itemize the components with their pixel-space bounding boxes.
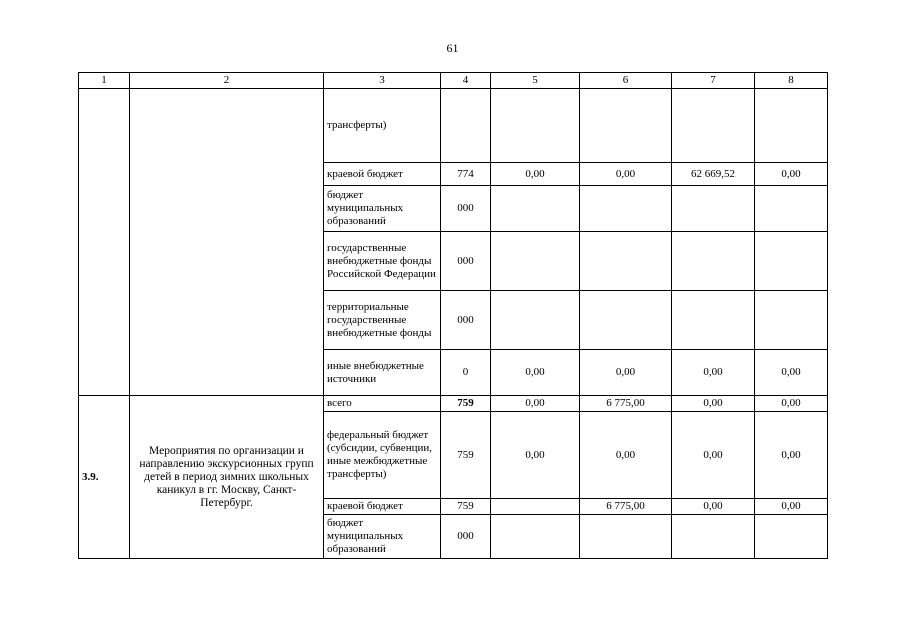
column-header: 2 <box>130 73 324 89</box>
value-col5 <box>491 515 580 559</box>
value-col6 <box>580 89 672 163</box>
value-col5 <box>491 499 580 515</box>
value-col7 <box>672 186 755 232</box>
budget-code: 000 <box>441 232 491 291</box>
funding-source: краевой бюджет <box>324 499 441 515</box>
column-header: 7 <box>672 73 755 89</box>
value-col8 <box>755 291 828 350</box>
column-header: 1 <box>79 73 130 89</box>
budget-code: 759 <box>441 412 491 499</box>
funding-source: бюджет муниципальных образований <box>324 186 441 232</box>
budget-code: 759 <box>441 396 491 412</box>
value-col6: 6 775,00 <box>580 396 672 412</box>
prev-section-number-cell <box>79 89 130 396</box>
funding-source: иные внебюджетные источники <box>324 350 441 396</box>
value-col7: 0,00 <box>672 499 755 515</box>
value-col5: 0,00 <box>491 412 580 499</box>
column-header: 3 <box>324 73 441 89</box>
funding-source: бюджет муниципальных образований <box>324 515 441 559</box>
budget-code: 0 <box>441 350 491 396</box>
column-header: 8 <box>755 73 828 89</box>
prev-section-title-cell <box>130 89 324 396</box>
funding-source: трансферты) <box>324 89 441 163</box>
column-header: 6 <box>580 73 672 89</box>
value-col8 <box>755 186 828 232</box>
budget-code <box>441 89 491 163</box>
value-col8: 0,00 <box>755 350 828 396</box>
budget-code: 774 <box>441 163 491 186</box>
value-col7 <box>672 89 755 163</box>
section-number: 3.9. <box>79 396 130 559</box>
value-col5 <box>491 291 580 350</box>
column-header: 4 <box>441 73 491 89</box>
value-col5: 0,00 <box>491 396 580 412</box>
value-col7: 62 669,52 <box>672 163 755 186</box>
budget-code: 000 <box>441 291 491 350</box>
table-row <box>79 89 828 163</box>
funding-source: федеральный бюджет (субсидии, субвенции, иные межбюджетные трансферты) <box>324 412 441 499</box>
page-number: 61 <box>446 41 459 55</box>
value-col5: 0,00 <box>491 350 580 396</box>
value-col7 <box>672 291 755 350</box>
value-col8: 0,00 <box>755 396 828 412</box>
value-col6: 0,00 <box>580 412 672 499</box>
value-col7: 0,00 <box>672 412 755 499</box>
funding-source: государственные внебюджетные фонды Российской Федерации <box>324 232 441 291</box>
budget-code: 000 <box>441 186 491 232</box>
value-col7: 0,00 <box>672 396 755 412</box>
funding-source: всего <box>324 396 441 412</box>
value-col5 <box>491 186 580 232</box>
value-col6: 6 775,00 <box>580 499 672 515</box>
value-col8: 0,00 <box>755 163 828 186</box>
value-col6 <box>580 186 672 232</box>
value-col5: 0,00 <box>491 163 580 186</box>
value-col6: 0,00 <box>580 350 672 396</box>
section-title: Мероприятия по организации и направлению экскурсионных групп детей в период зимних школьных каникул в гг. Москву, Санкт-Петербург. <box>130 396 324 559</box>
value-col5 <box>491 232 580 291</box>
value-col6: 0,00 <box>580 163 672 186</box>
budget-code: 000 <box>441 515 491 559</box>
value-col7 <box>672 515 755 559</box>
value-col8 <box>755 515 828 559</box>
value-col7: 0,00 <box>672 350 755 396</box>
funding-source: территориальные государственные внебюджетные фонды <box>324 291 441 350</box>
value-col6 <box>580 515 672 559</box>
value-col8: 0,00 <box>755 412 828 499</box>
budget-code: 759 <box>441 499 491 515</box>
budget-table <box>78 72 828 559</box>
table-row <box>79 396 828 412</box>
value-col8 <box>755 232 828 291</box>
column-header: 5 <box>491 73 580 89</box>
value-col7 <box>672 232 755 291</box>
value-col5 <box>491 89 580 163</box>
table-header-row <box>79 73 828 89</box>
value-col8 <box>755 89 828 163</box>
value-col6 <box>580 232 672 291</box>
value-col8: 0,00 <box>755 499 828 515</box>
funding-source: краевой бюджет <box>324 163 441 186</box>
value-col6 <box>580 291 672 350</box>
